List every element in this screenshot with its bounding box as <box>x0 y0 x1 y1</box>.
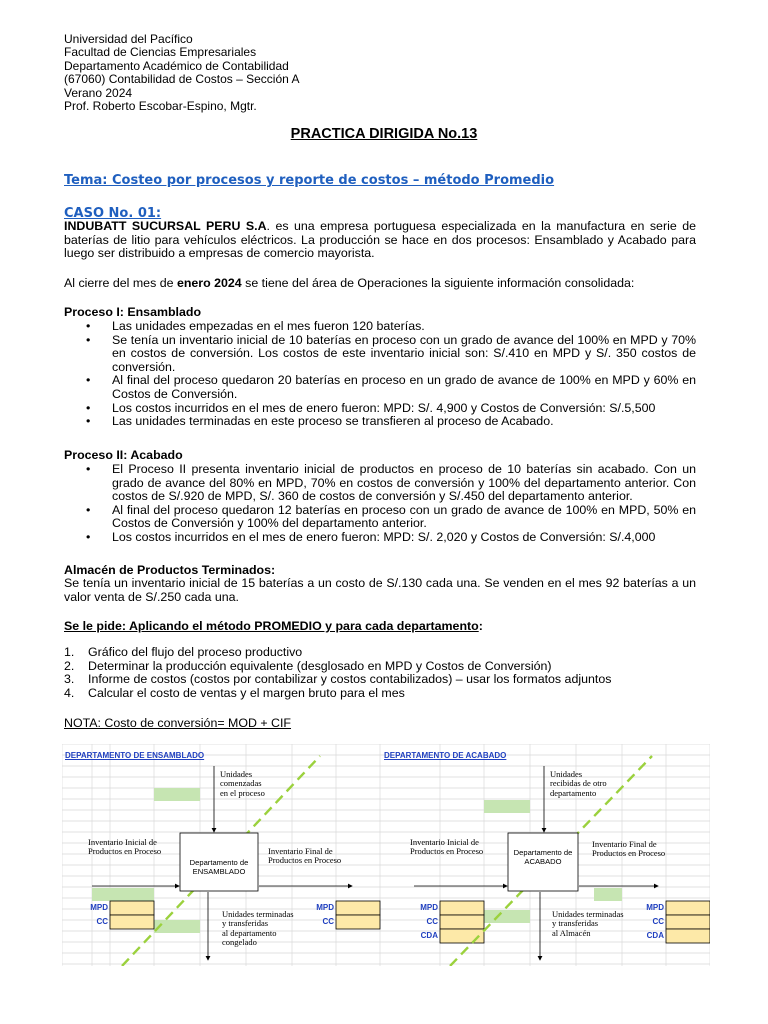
list-item: • Los costos incurridos en el mes de enero fueron: MPD: S/. 4,900 y Costos de Conversión: S/.5,500 <box>64 402 696 416</box>
header-line-professor: Prof. Roberto Escobar-Espino, Mgtr. <box>64 99 257 114</box>
list-number: 1. <box>64 645 75 659</box>
closing-text-start: Al cierre del mes de <box>64 276 177 290</box>
header-line-department: Departamento Académico de Contabilidad <box>64 58 289 73</box>
acabado-ii-mpd-cell <box>440 901 484 915</box>
header-line-course: (67060) Contabilidad de Costos – Sección A <box>64 72 300 87</box>
page-title: PRACTICA DIRIGIDA No.13 <box>290 126 478 142</box>
case-intro-paragraph <box>64 220 696 261</box>
ensamblado-if-mpd-cell <box>336 901 380 915</box>
green-cell <box>484 800 530 813</box>
acabado-right-label: Inventario Final de Productos en Proceso <box>592 839 666 859</box>
list-item: • Las unidades terminadas en este proceso se transfieren al proceso de Acabado. <box>64 415 696 429</box>
acabado-box-label: Departamento de ACABADO <box>513 848 573 866</box>
requirements-heading-text: Se le pide: Aplicando el método PROMEDIO y para cada departamento <box>64 619 479 633</box>
ensamblado-bottom-label: Unidades terminadas y transferidas al departamento congelado <box>222 909 294 948</box>
ensamblado-left-mpd-label: MPD <box>90 903 108 912</box>
list-text: Informe de costos (costos por contabilizar y costos contabilizados) – usar los formatos adjuntos <box>88 672 612 687</box>
acabado-left-mpd-label: MPD <box>420 903 438 912</box>
topic-heading: Tema: Costeo por procesos y reporte de costos – método Promedio <box>64 173 555 188</box>
requirements-list <box>64 646 611 700</box>
course-header <box>64 33 299 113</box>
warehouse-paragraph: Se tenía un inventario inicial de 15 baterías a un costo de S/.130 cada una. Se venden en el mes 92 baterías a un valor venta de S/.250 cada una. <box>64 576 696 604</box>
green-cell <box>484 910 530 923</box>
closing-paragraph <box>64 277 696 291</box>
process-1-heading: Proceso I: Ensamblado <box>64 305 202 319</box>
list-item <box>64 646 611 660</box>
case-intro-text: . es una empresa portuguesa especializada en la manufactura en serie de baterías de litio para vehículos eléctricos. La producción se hace en dos procesos: Ensamblado y Acabado para luego ser distribuido a empresas de comercio mayorista. <box>64 219 696 261</box>
list-text: Gráfico del flujo del proceso productivo <box>88 645 303 659</box>
acabado-ii-cc-cell <box>440 915 484 929</box>
requirements-heading-colon: : <box>478 619 483 633</box>
warehouse-heading: Almacén de Productos Terminados: <box>64 563 276 577</box>
requirements-heading <box>64 619 483 633</box>
list-item: • El Proceso II presenta inventario inicial de productos en proceso de 10 baterías sin acabado. Con un grado de avance del 80% en MPD, 70% en costos de conversión y 100% del departamento anterior. Con costos de S/.920 de MPD, S/. 360 de costos de conversión y S/.450 del departamento anterior. <box>64 463 696 504</box>
list-item <box>64 660 611 674</box>
case-heading: CASO No. 01: <box>64 206 162 221</box>
process-2-heading: Proceso II: Acabado <box>64 448 183 462</box>
list-item: • Al final del proceso quedaron 20 baterías en proceso en un grado de avance de 100% en MPD y 60% en Costos de Conversión. <box>64 374 696 401</box>
ensamblado-box-label: Departamento de ENSAMBLADO <box>189 858 249 876</box>
ensamblado-right-cc-label: CC <box>322 917 334 926</box>
ensamblado-if-cc-cell <box>336 915 380 929</box>
acabado-left-label: Inventario Inicial de Productos en Proceso <box>410 837 484 857</box>
list-item: • Las unidades empezadas en el mes fueron 120 baterías. <box>64 320 696 334</box>
acabado-if-cc-cell <box>666 915 710 929</box>
acabado-if-cda-cell <box>666 929 710 943</box>
acabado-right-mpd-label: MPD <box>646 903 664 912</box>
ensamblado-right-label: Inventario Final de Productos en Proceso <box>268 846 342 866</box>
ensamblado-left-label: Inventario Inicial de Productos en Proceso <box>88 837 162 857</box>
acabado-left-cda-label: CDA <box>420 931 438 940</box>
list-item: • Al final del proceso quedaron 12 baterías en proceso con un grado de avance de 100% en MPD, 50% en Costos de Conversión y 100% del departamento anterior. <box>64 504 696 531</box>
company-name: INDUBATT SUCURSAL PERU S.A <box>64 219 267 233</box>
process-flow-figure <box>62 744 710 966</box>
process-2-list <box>64 463 696 545</box>
list-item: • Los costos incurridos en el mes de enero fueron: MPD: S/. 2,020 y Costos de Conversión: S/.4,000 <box>64 531 696 545</box>
green-cell <box>92 888 154 901</box>
ensamblado-left-cc-label: CC <box>96 917 108 926</box>
ensamblado-right-mpd-label: MPD <box>316 903 334 912</box>
green-cell <box>594 888 622 901</box>
header-line-university: Universidad del Pacífico <box>64 32 193 46</box>
acabado-title: DEPARTAMENTO DE ACABADO <box>384 751 507 760</box>
process-1-list <box>64 320 696 429</box>
list-number: 2. <box>64 658 75 673</box>
list-text: Determinar la producción equivalente (desglosado en MPD y Costos de Conversión) <box>88 658 552 673</box>
list-number: 3. <box>64 672 75 687</box>
closing-month: enero 2024 <box>176 276 242 290</box>
green-cell <box>154 920 200 933</box>
ensamblado-ii-mpd-cell <box>110 901 154 915</box>
acabado-right-cda-label: CDA <box>646 931 664 940</box>
green-cell <box>154 788 200 801</box>
closing-text-end: se tiene del área de Operaciones la siguiente información consolidada: <box>241 276 635 290</box>
acabado-bottom-label: Unidades terminadas y transferidas al Almacén <box>552 909 624 938</box>
list-number: 4. <box>64 685 75 700</box>
header-line-faculty: Facultad de Ciencias Empresariales <box>64 45 257 60</box>
acabado-top-label: Unidades recibidas de otro departamento <box>550 769 607 798</box>
acabado-right-cc-label: CC <box>652 917 664 926</box>
ensamblado-ii-cc-cell <box>110 915 154 929</box>
ensamblado-top-label: Unidades comenzadas en el proceso <box>220 769 265 798</box>
ensamblado-title: DEPARTAMENTO DE ENSAMBLADO <box>65 751 205 760</box>
list-item <box>64 673 611 687</box>
acabado-if-mpd-cell <box>666 901 710 915</box>
note-text: NOTA: Costo de conversión= MOD + CIF <box>64 716 292 730</box>
acabado-left-cc-label: CC <box>426 917 438 926</box>
header-line-term: Verano 2024 <box>64 85 133 100</box>
list-text: Calcular el costo de ventas y el margen bruto para el mes <box>88 685 405 700</box>
list-item: • Se tenía un inventario inicial de 10 baterías en proceso con un grado de avance del 100% en MPD y 70% en costos de conversión. Los costos de este inventario inicial son: S/.410 en MPD y S/. 350 costos de conversión. <box>64 334 696 375</box>
list-item <box>64 687 611 701</box>
